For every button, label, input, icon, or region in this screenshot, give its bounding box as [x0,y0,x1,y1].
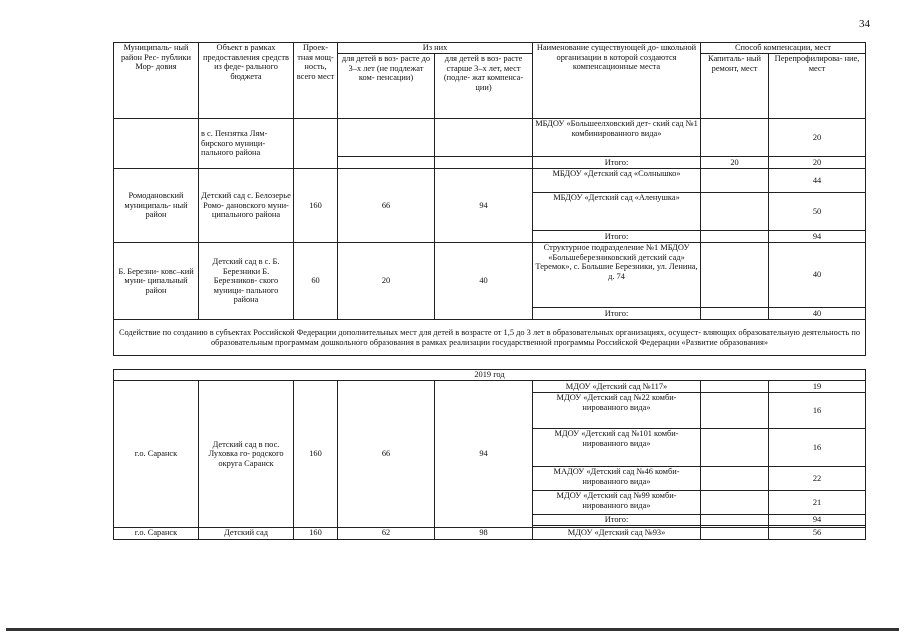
block4-org3: МДОУ «Детский сад №101 комби- нированного вида» [533,429,701,467]
block4-repair4 [701,467,769,491]
block2-total-repair [701,231,769,243]
block4-reprofile5: 21 [769,491,866,515]
block1-capacity [294,119,338,169]
block2-total-label: Итого: [533,231,701,243]
header-design-capacity: Проек- тная мощ- ность, всего мест [294,43,338,119]
block4-under3: 66 [338,381,435,528]
block4-org2: МДОУ «Детский сад №22 комби- нированного вида» [533,393,701,429]
block2-repair2 [701,193,769,231]
block1-total-under3 [338,157,435,169]
block5-under3: 62 [338,527,435,539]
block5-reprofile: 56 [769,527,866,539]
block1-under3 [338,119,435,157]
block4-org4: МАДОУ «Детский сад №46 комби- нированного вида» [533,467,701,491]
block2-under3: 66 [338,169,435,243]
page-bottom-rule [6,628,899,631]
block4-municipality: г.о. Саранск [114,381,199,528]
block5-repair [701,527,769,539]
header-over3: для детей в воз- расте старше 3–х лет, мест (подле- жат компенса- ции) [435,54,533,119]
header-under3: для детей в воз- расте до 3–х лет (не подлежат ком- пенсации) [338,54,435,119]
block3-repair [701,243,769,308]
block4-repair5 [701,491,769,515]
block2-capacity: 160 [294,169,338,243]
block4-reprofile3: 16 [769,429,866,467]
block2-over3: 94 [435,169,533,243]
section-text: Содействие по созданию в субъектах Российской Федерации дополнительных мест для детей в возрасте от 1,5 до 3 лет в образовательных организациях, осущест- вляющих образовательную деятельность по образовательным программам дошкольного образования в рамках реализации государственной программы Российской Федерации «Развитие образования» [114,320,866,356]
header-of-them: Из них [338,43,533,54]
block3-total-reprofile: 40 [769,308,866,320]
block4-repair3 [701,429,769,467]
header-reprofile: Перепрофилирова- ние, мест [769,54,866,119]
block3-total-label: Итого: [533,308,701,320]
block5-over3: 98 [435,527,533,539]
block4-repair1 [701,381,769,393]
block4-capacity: 160 [294,381,338,528]
block3-capacity: 60 [294,243,338,320]
block4-repair2 [701,393,769,429]
block2-reprofile2: 50 [769,193,866,231]
year-label: 2019 год [114,370,866,381]
block1-total-over3 [435,157,533,169]
block4-org1: МДОУ «Детский сад №117» [533,381,701,393]
header-repair: Капиталь- ный ремонт, мест [701,54,769,119]
header-existing-org: Наименование существующей до- школьной организации в которой создаются компенсационные места [533,43,701,119]
block1-total-repair: 20 [701,157,769,169]
block1-reprofile: 20 [769,119,866,157]
block4-total-label: Итого: [533,515,701,526]
block2-org1: МБДОУ «Детский сад «Солнышко» [533,169,701,193]
block4-reprofile4: 22 [769,467,866,491]
section-spacer [114,356,866,370]
block2-municipality: Ромодановский муниципаль- ный район [114,169,199,243]
block2-repair1 [701,169,769,193]
block4-over3: 94 [435,381,533,528]
block3-org: Структурное подразделение №1 МБДОУ «Большеберезниковский детский сад» Теремок», с. Большие Березники, ул. Ленина, д. 74 [533,243,701,308]
block2-org2: МБДОУ «Детский сад «Аленушка» [533,193,701,231]
block4-reprofile2: 16 [769,393,866,429]
block4-total-repair [701,515,769,526]
block1-total-reprofile: 20 [769,157,866,169]
block2-reprofile1: 44 [769,169,866,193]
block2-object: Детский сад с. Белозерье Ромо- дановского муни- ципального района [199,169,294,243]
block2-total-reprofile: 94 [769,231,866,243]
compensation-table [113,42,866,540]
page-number: 34 [859,18,870,30]
header-comp-method: Способ компенсации, мест [701,43,866,54]
block3-object: Детский сад в с. Б. Березники Б. Березников- ского муници- пального района [199,243,294,320]
block1-municipality [114,119,199,169]
block1-over3 [435,119,533,157]
block5-object: Детский сад [199,527,294,539]
block5-capacity: 160 [294,527,338,539]
block3-municipality: Б. Березни- ковс–кий муни- ципальный район [114,243,199,320]
block5-org: МДОУ «Детский сад №93» [533,527,701,539]
header-municipality: Муниципаль- ный район Рес- публики Мор- довия [114,43,199,119]
block3-total-repair [701,308,769,320]
block1-total-label: Итого: [533,157,701,169]
block4-reprofile1: 19 [769,381,866,393]
block1-repair [701,119,769,157]
block5-municipality: г.о. Саранск [114,527,199,539]
block4-org5: МДОУ «Детский сад №99 комби- нированного вида» [533,491,701,515]
block1-org: МБДОУ «Большеелховский дет- ский сад №1 комбинированного вида» [533,119,701,157]
block1-object: в с. Пензятка Лям- бирского муници- пального района [199,119,294,169]
block4-object: Детский сад в пос. Луховка го- родского округа Саранск [199,381,294,528]
header-object: Объект в рамках предоставления средств из феде- рального бюджета [199,43,294,119]
block3-reprofile: 40 [769,243,866,308]
block4-total-reprofile: 94 [769,515,866,526]
block3-under3: 20 [338,243,435,320]
block3-over3: 40 [435,243,533,320]
